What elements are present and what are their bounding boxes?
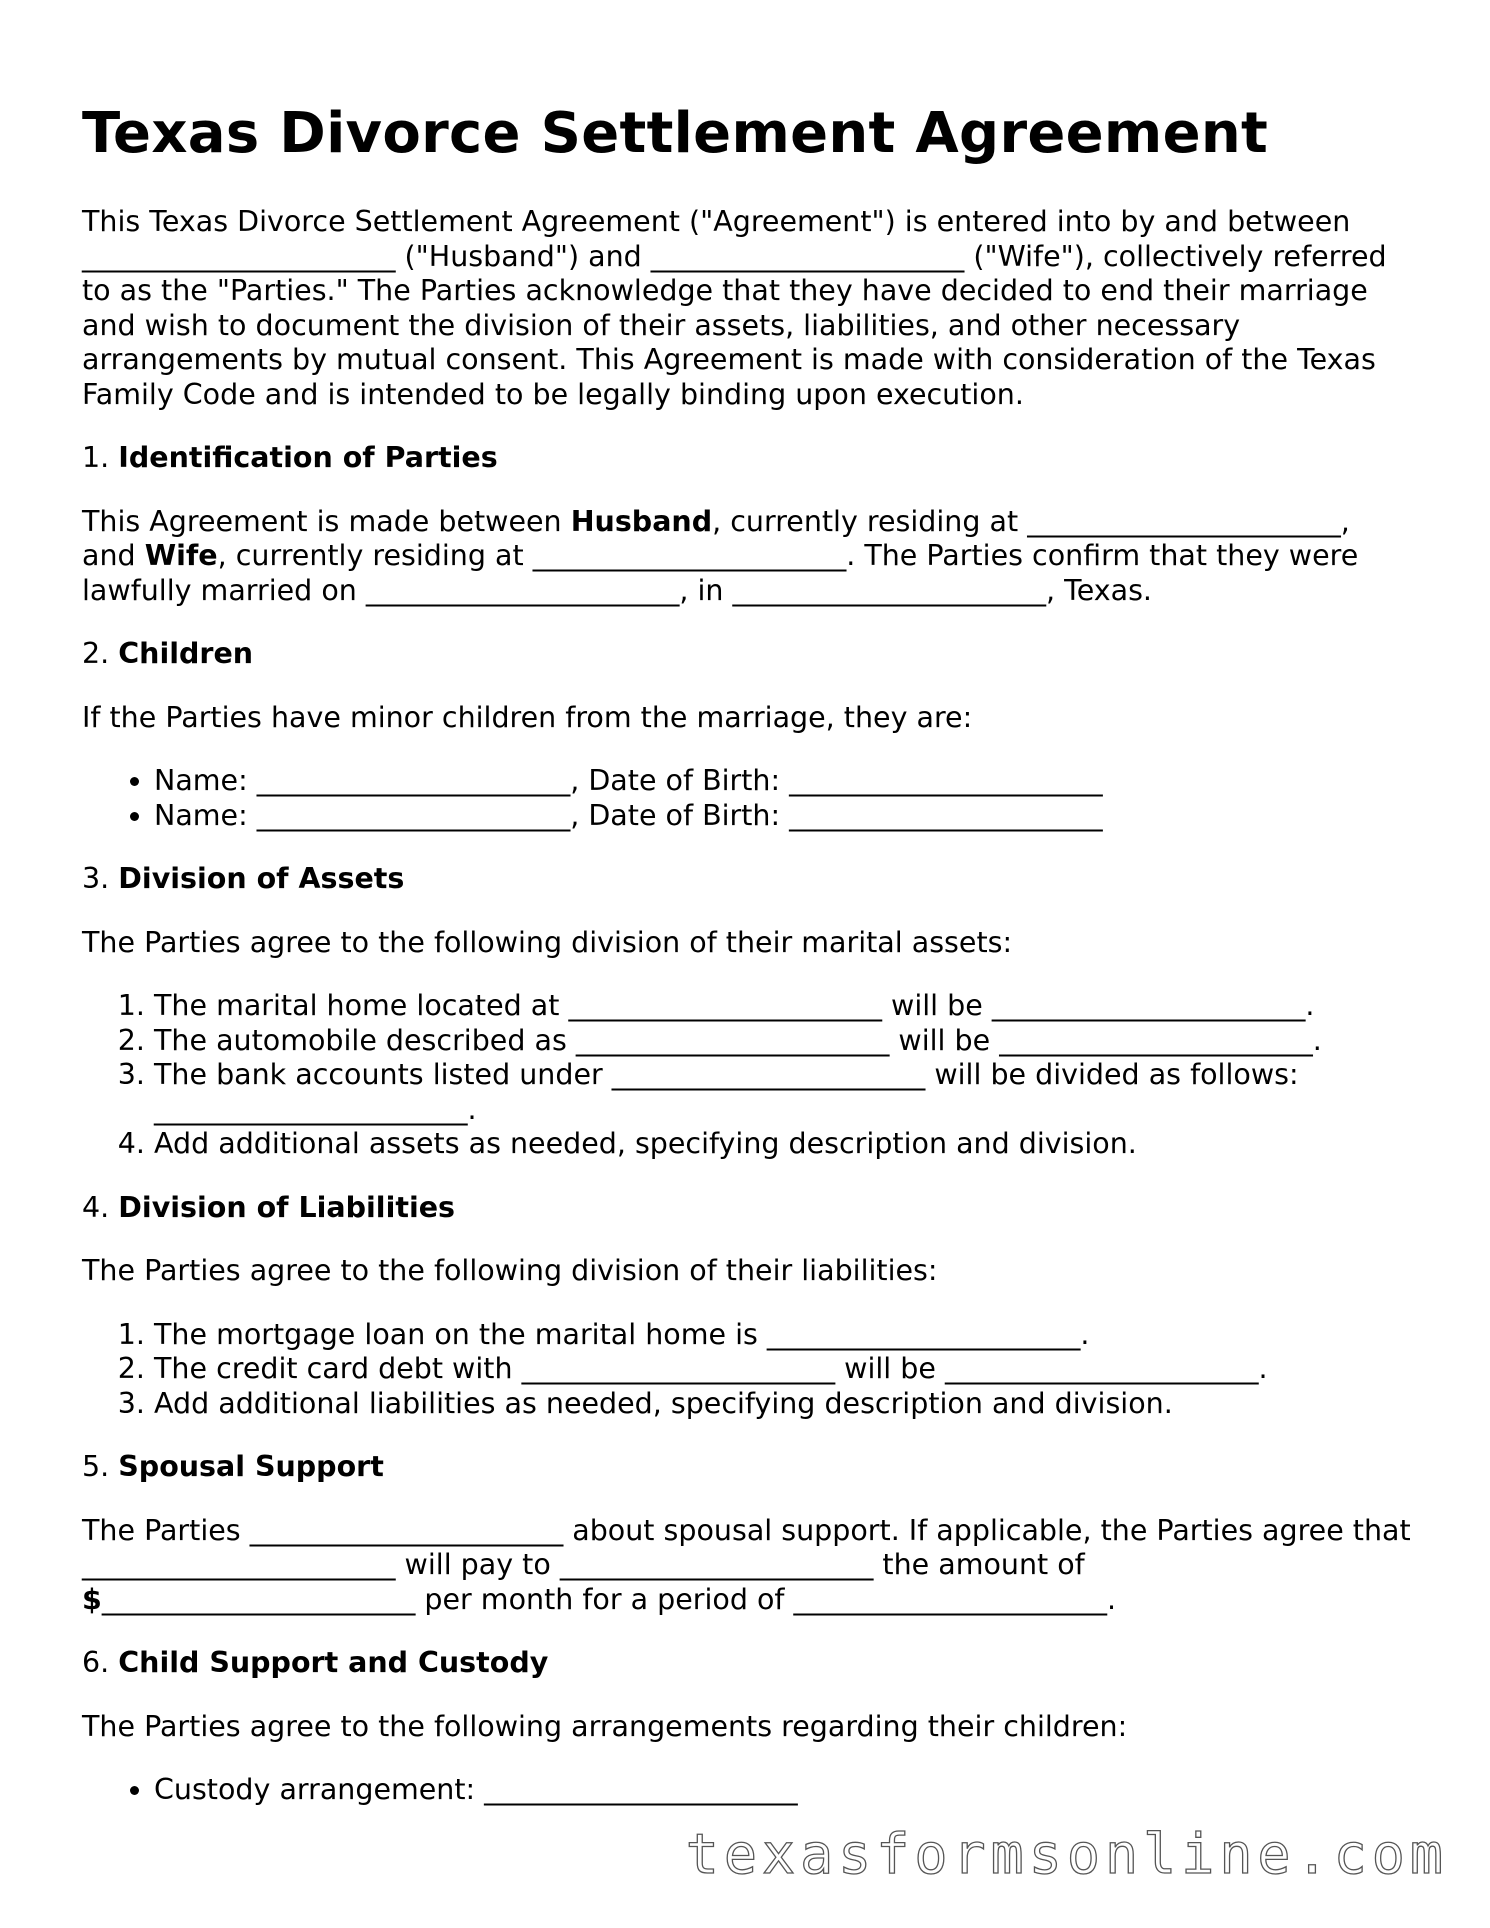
section-3-number: 3.	[82, 862, 110, 896]
section-1-text-a: This Agreement is made between	[82, 504, 571, 538]
watermark-text: texasformsonline.com	[685, 1822, 1448, 1886]
section-4-number: 4.	[82, 1190, 110, 1224]
section-6-heading	[82, 1646, 1412, 1681]
asset-item: 4. Add additional assets as needed, specifying description and division.	[154, 1127, 1412, 1162]
section-4-title: Division of Liabilities	[118, 1190, 456, 1224]
section-5-paragraph	[82, 1514, 1412, 1618]
liabilities-list	[82, 1318, 1412, 1422]
asset-item: 2. The automobile described as ______________________ will be ______________________.	[154, 1024, 1412, 1059]
child-item: • Name: ______________________, Date of Birth: ______________________	[154, 799, 1412, 834]
child-item: • Name: ______________________, Date of Birth: ______________________	[154, 764, 1412, 799]
asset-item: 1. The marital home located at ______________________ will be ______________________.	[154, 989, 1412, 1024]
section-5-number: 5.	[82, 1450, 110, 1484]
dollar-sign: $	[82, 1582, 102, 1616]
custody-list	[82, 1773, 1412, 1808]
asset-item: 3. The bank accounts listed under ______________________ will be divided as follows: ______________________.	[154, 1058, 1412, 1127]
section-1-heading	[82, 441, 1412, 476]
intro-paragraph: This Texas Divorce Settlement Agreement ("Agreement") is entered into by and between ______________________ ("Husband") and ______________________ ("Wife"), collectively referred to as the "Parties." The Parties acknowledge that they have decided to end their marriage and wish to document the division of their assets, liabilities, and other necessary arrangements by mutual consent. This Agreement is made with consideration of the Texas Family Code and is intended to be legally binding upon execution.	[82, 205, 1387, 411]
section-2-title: Children	[118, 637, 254, 671]
section-4-heading	[82, 1191, 1412, 1226]
section-1-number: 1.	[82, 441, 110, 475]
document-page	[82, 100, 1412, 1837]
wife-label: Wife	[144, 539, 218, 573]
section-1-text-b: , currently residing at ______________________, and	[82, 504, 1350, 573]
liability-item: 1. The mortgage loan on the marital home is ______________________.	[154, 1318, 1412, 1353]
husband-label: Husband	[570, 504, 713, 538]
section-2-number: 2.	[82, 637, 110, 671]
section-6-number: 6.	[82, 1646, 110, 1680]
section-5-text-b: ______________________ per month for a period of ______________________.	[101, 1582, 1117, 1616]
liability-item: 2. The credit card debt with ______________________ will be ______________________.	[154, 1352, 1412, 1387]
section-6-intro: The Parties agree to the following arrangements regarding their children:	[82, 1709, 1128, 1743]
section-1-title: Identification of Parties	[118, 441, 498, 475]
section-3-title: Division of Assets	[118, 862, 405, 896]
section-3-heading	[82, 862, 1412, 897]
section-2-heading	[82, 637, 1412, 672]
liability-item: 3. Add additional liabilities as needed, specifying description and division.	[154, 1387, 1412, 1422]
assets-list	[82, 989, 1412, 1162]
custody-item: • Custody arrangement: ______________________	[154, 1773, 1412, 1808]
section-1-text-c: , currently residing at ______________________. The Parties confirm that they were lawfully married on ______________________, in ______________________, Texas.	[82, 539, 1359, 607]
section-6-title: Child Support and Custody	[118, 1646, 549, 1680]
children-list	[82, 764, 1412, 833]
section-5-heading	[82, 1450, 1412, 1485]
section-4-intro: The Parties agree to the following division of their liabilities:	[82, 1254, 938, 1288]
section-3-intro: The Parties agree to the following division of their marital assets:	[82, 925, 1013, 959]
section-5-text-a: The Parties ______________________ about spousal support. If applicable, the Parties agree that ______________________ will pay to ______________________ the amount of	[82, 1513, 1411, 1582]
section-5-title: Spousal Support	[118, 1450, 384, 1484]
section-2-intro: If the Parties have minor children from the marriage, they are:	[82, 700, 973, 734]
section-1-paragraph	[82, 505, 1412, 609]
document-title: Texas Divorce Settlement Agreement	[82, 101, 1269, 166]
